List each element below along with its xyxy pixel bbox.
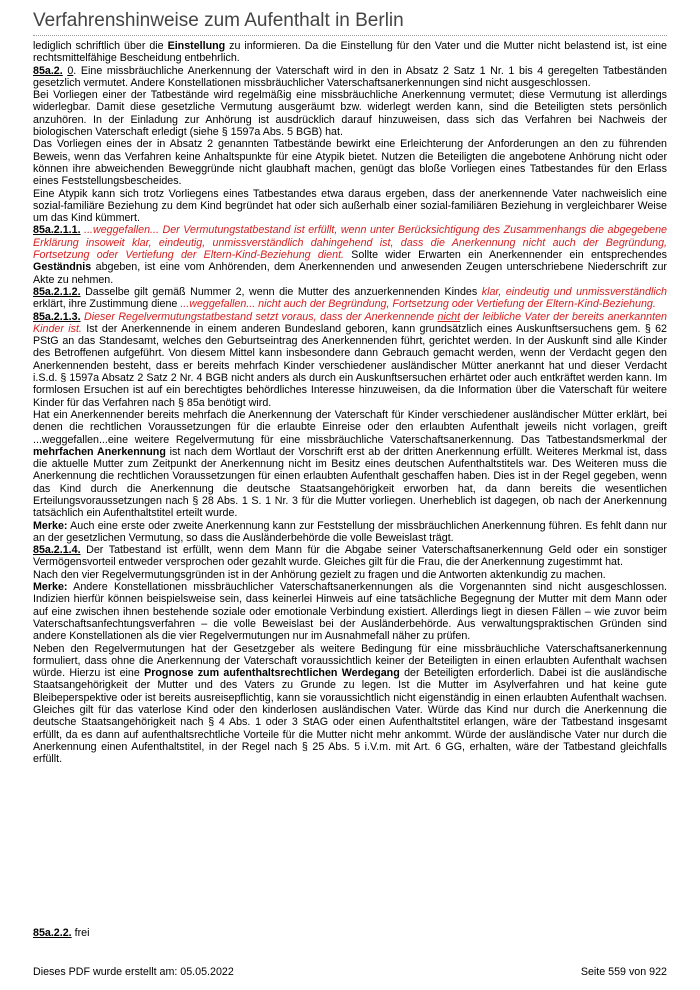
merke-label: Merke: [33,581,68,594]
paragraph-anhoerung: Nach den vier Regelvermutungsgründen ist in der Anhörung gezielt zu fragen und die Antworten aktenkundig zu machen. [33,568,606,581]
paragraph-vermutung: Bei Vorliegen einer der Tatbestände wird regelmäßig eine missbräuchliche Anerkennung vermutet; diese Vermutung ist allerdings widerlegbar. Damit diese gesetzliche Vermutung ausgeräumt bzw. widerlegt werden kann, sind die Beteiligten stets persönlich anzuhören. In der Einladung zur Anhörung ist ausdrücklich darauf hinzuweisen, dass sich das Verfahren bei Nachweis der biologischen Vaterschaft erledigt (siehe § 1597a Abs. 5 BGB) hat. [33,89,667,139]
footer-created-date: Dieses PDF wurde erstellt am: 05.05.2022 [33,966,234,978]
paragraph-atypik-beispiel: Eine Atypik kann sich trotz Vorliegens eines Tatbestandes etwa daraus ergeben, dass der anerkennende Vater nachweislich eine sozial-familiäre Beziehung zu dem Kind begründet hat oder sich außerhalb einer sozial-familiären Beziehung in vergleichbarer Weise um das Kind kümmert. [33,187,667,225]
amended-text: Dieser Regelvermutungstatbestand setzt voraus, dass der Anerkennende [80,310,438,323]
section-number: 85a.2.1.3. [33,310,81,323]
paragraph-85a-2-1-2: 85a.2.1.2. Dasselbe gilt gemäß Nummer 2, wenn die Mutter des anzuerkennenden Kindes klar, eindeutig und unmissverständlich erklärt, ihre Zustimmung diene ...weggefallen... nicht auch der Begründung, Fortsetzung oder Vertiefung der Eltern-Kind-Beziehung. [33,285,667,311]
section-number: 85a.2.1.2. [33,285,81,298]
paragraph-85a-2-0: 85a.2. 0. Eine missbräuchliche Anerkennung der Vaterschaft wird in den in Absatz 2 Satz 1 Nr. 1 bis 4 geregelten Tatbeständen gesetzlich vermutet. Andere Konstellationen missbräuchlicher Vaterschaftsanerkennungen sind nicht ausgeschlossen. [33,64,667,89]
document-body [33,40,667,766]
paragraph-85a-2-2: 85a.2.2. frei [33,927,90,939]
section-number: 85a.2. [33,64,63,77]
footer-page-number: Seite 559 von 922 [580,966,667,978]
merke-label: Merke: [33,519,68,532]
section-number: 85a.2.1.4. [33,544,81,557]
paragraph-merke-2: Merke: Andere Konstellationen missbräuchlicher Vaterschaftsanerkennungen als die Vorgenannten sind nicht ausgeschlossen. Indizien hierfür können beispielsweise sein, dass keinerlei Hinweis auf eine tatsächliche Begegnung der Mutter mit dem Mann oder auf eine zwischen ihnen bestehende soziale oder emotionale Verbindung existiert. Allerdings liegt in diesen Fällen – wie zuvor beim Vaterschaftsanfechtungsverfahren – die volle Beweislast bei der Ausländerbehörde. Aus verwaltungspraktischen Gründen sind andere Konstellationen als die vier Regelvermutungen nur im Ausnahmefall näher zu prüfen. [33,581,667,643]
paragraph-85a-2-1-3: 85a.2.1.3. Dieser Regelvermutungstatbestand setzt voraus, dass der Anerkennende nicht der leibliche Vater der bereits anerkannten Kinder ist. Ist der Anerkennende in einem anderen Bundesland geboren, kann grundsätzlich eines Auskunftsersuchens gem. § 62 PStG an das Standesamt, welches den Geburtseintrag des Anerkennenden führt, gerichtet werden. In der Auskunft sind alle Kinder des Betroffenen aufgeführt. Von diesem Mittel kann insbesondere dann Gebrauch gemacht werden, wenn der Verdacht gegen den Anerkennenden besteht, dass er bereits mehrfach Kinder verschiedener ausländischer Mütter anerkannt hat und dieser Verdacht i.S.d. § 1597a Absatz 2 Satz 2 Nr. 4 BGB nicht anders als durch ein Auskunftsersuchen erhärtet oder auch entkräftet werden kann. Im formlosen Ersuchen ist auf ein berechtigtes behördliches Interesse hinzuweisen, da die Information über die Vaterschaft für weitere Kinder für das Verfahren nach § 85a benötigt wird. [33,310,667,409]
paragraph-85a-2-1-1: 85a.2.1.1. ...weggefallen... Der Vermutungstatbestand ist erfüllt, wenn unter Berücksichtigung des Zusammenhangs die abgegebene Erklärung insoweit klar, eindeutig, unmissverständlich dahingehend ist, dass die Anerkennung nicht auch der Begründung, Fortsetzung oder Vertiefung der Eltern-Kind-Beziehung dient. Sollte wider Erwarten ein Anerkennender ein entsprechendes Geständnis abgeben, ist eine vom Anhörenden, dem Anerkennenden und anwesenden Zeugen unterschriebene Niederschrift zur Akte zu nehmen. [33,224,667,286]
section-number: 85a.2.1.1. [33,224,81,237]
paragraph-intro: lediglich schriftlich über die Einstellung zu informieren. Da die Einstellung für den Vater und die Mutter nicht belastend ist, ist eine rechtsmittelfähige Bescheidung entbehrlich. [33,40,667,65]
section-number: 85a.2.2. [33,927,72,939]
amended-text: klar, eindeutig und unmissverständlich [481,285,667,298]
amended-text: ...weggefallen... nicht auch der Begründung, Fortsetzung oder Vertiefung der Eltern-Kind-Beziehung. [180,298,656,311]
page-footer [33,966,667,978]
paragraph-atypik-beweis: Das Vorliegen eines der in Absatz 2 genannten Tatbestände bewirkt eine Erleichterung der Anforderungen an den zu führenden Beweis, wenn das Verfahren keine Anhaltspunkte für eine Atypik bietet. Nutzen die Beteiligten die angebotene Anhörung nicht oder können ihre abweichenden Beweggründe nicht glaubhaft machen, genügt das bloße Vorliegen eines Tatbestandes für den Erlass eines Feststellungsbescheides. [33,138,667,188]
paragraph-merke-1: Merke: Auch eine erste oder zweite Anerkennung kann zur Feststellung der missbräuchlichen Anerkennung führen. Es fehlt dann nur an der gesetzlichen Vermutung, so dass die Ausländerbehörde die volle Beweislast trägt. [33,519,667,544]
amended-text: ...weggefallen... Der Vermutungstatbestand ist erfüllt, wenn unter Berücksichtigung des Zusammenhangs die abgegebene Erklärung insoweit klar, eindeutig, unmissverständlich dahingehend ist, dass die Anerkennung nicht auch der Begründung, Fortsetzung oder Vertiefung der Eltern-Kind-Beziehung dient. [33,224,667,262]
paragraph-mehrfache-anerkennung: Hat ein Anerkennender bereits mehrfach die Anerkennung der Vaterschaft für Kinder verschiedener ausländischer Mütter erklärt, bei denen die rechtlichen Voraussetzungen für die erlaubte Einreise oder den erlaubten Aufenthalt jeweils nicht vorlagen, greift ...weggefallen...eine weitere Regelvermutung für eine missbräuchliche Vaterschaftsanerkennung. Das Tatbestandsmerkmal der mehrfachen Anerkennung ist nach dem Wortlaut der Vorschrift erst ab der dritten Anerkennung erfüllt. Weiteres Merkmal ist, dass die aktuelle Mutter zum Zeitpunkt der Anerkennung nicht im Besitz eines deutschen Aufenthaltstitels war. Des Weiteren muss die Anerkennung die rechtlichen Voraussetzungen für einen erlaubten Aufenthalt geschaffen haben. Dies ist in der Regel gegeben, wenn das Kind durch die Anerkennung die deutsche Staatsangehörigkeit erworben hat, da dann bereits die wesentlichen Erteilungsvoraussetzungen nach § 28 Abs. 1 S. 1 Nr. 3 für die Mutter vorliegen. Unerheblich ist dagegen, ob nach der Anerkennung tatsächlich ein Aufenthaltstitel erteilt wurde. [33,408,667,520]
paragraph-85a-2-1-4: 85a.2.1.4. Der Tatbestand ist erfüllt, wenn dem Mann für die Abgabe seiner Vaterschaftsanerkennung Geld oder ein sonstiger Vermögensvorteil entweder versprochen oder gezahlt wurde. Gleiches gilt für die Frau, die der Anerkennung zugestimmt hat. [33,544,667,569]
page-title: Verfahrenshinweise zum Aufenthalt in Berlin [33,10,667,36]
paragraph-prognose: Neben den Regelvermutungen hat der Gesetzgeber als weitere Bedingung für eine missbräuchliche Vaterschaftsanerkennung formuliert, dass ohne die Anerkennung der Vaterschaft voraussichtlich keiner der Beteiligten in einen erlaubten Aufenthalt wachsen würde. Hierzu ist eine Prognose zum aufenthaltsrechtlichen Werdegang der Beteiligten erforderlich. Dabei ist die ausländische Staatsangehörigkeit der Mutter und des Vaters zu Grunde zu legen. Ist die Mutter im Asylverfahren und hat keine gute Bleibeperspektive oder ist bereits ausreisepflichtig, kann sie voraussichtlich nicht eigenständig in einen erlaubten Aufenthalt wachsen. Gleiches gilt für das vaterlose Kind oder den kinderlosen ausländischen Vater. Würde das Kind nur durch die Anerkennung die deutsche Staatsangehörigkeit nach § 4 Abs. 1 oder 3 StAG oder einen Aufenthaltstitel erlangen, wäre der Tatbestand insgesamt erfüllt, da es dann auf aufenthaltsrechtliche Vorteile für die Mutter nicht mehr ankommt. Würde der ausländische Vater nur durch die Anerkennung einen Aufenthaltstitel, in der Regel nach § 25 Abs. 5 i.V.m. mit Art. 6 GG, erhalten, wäre der Tatbestand gleichfalls erfüllt. [33,642,667,766]
